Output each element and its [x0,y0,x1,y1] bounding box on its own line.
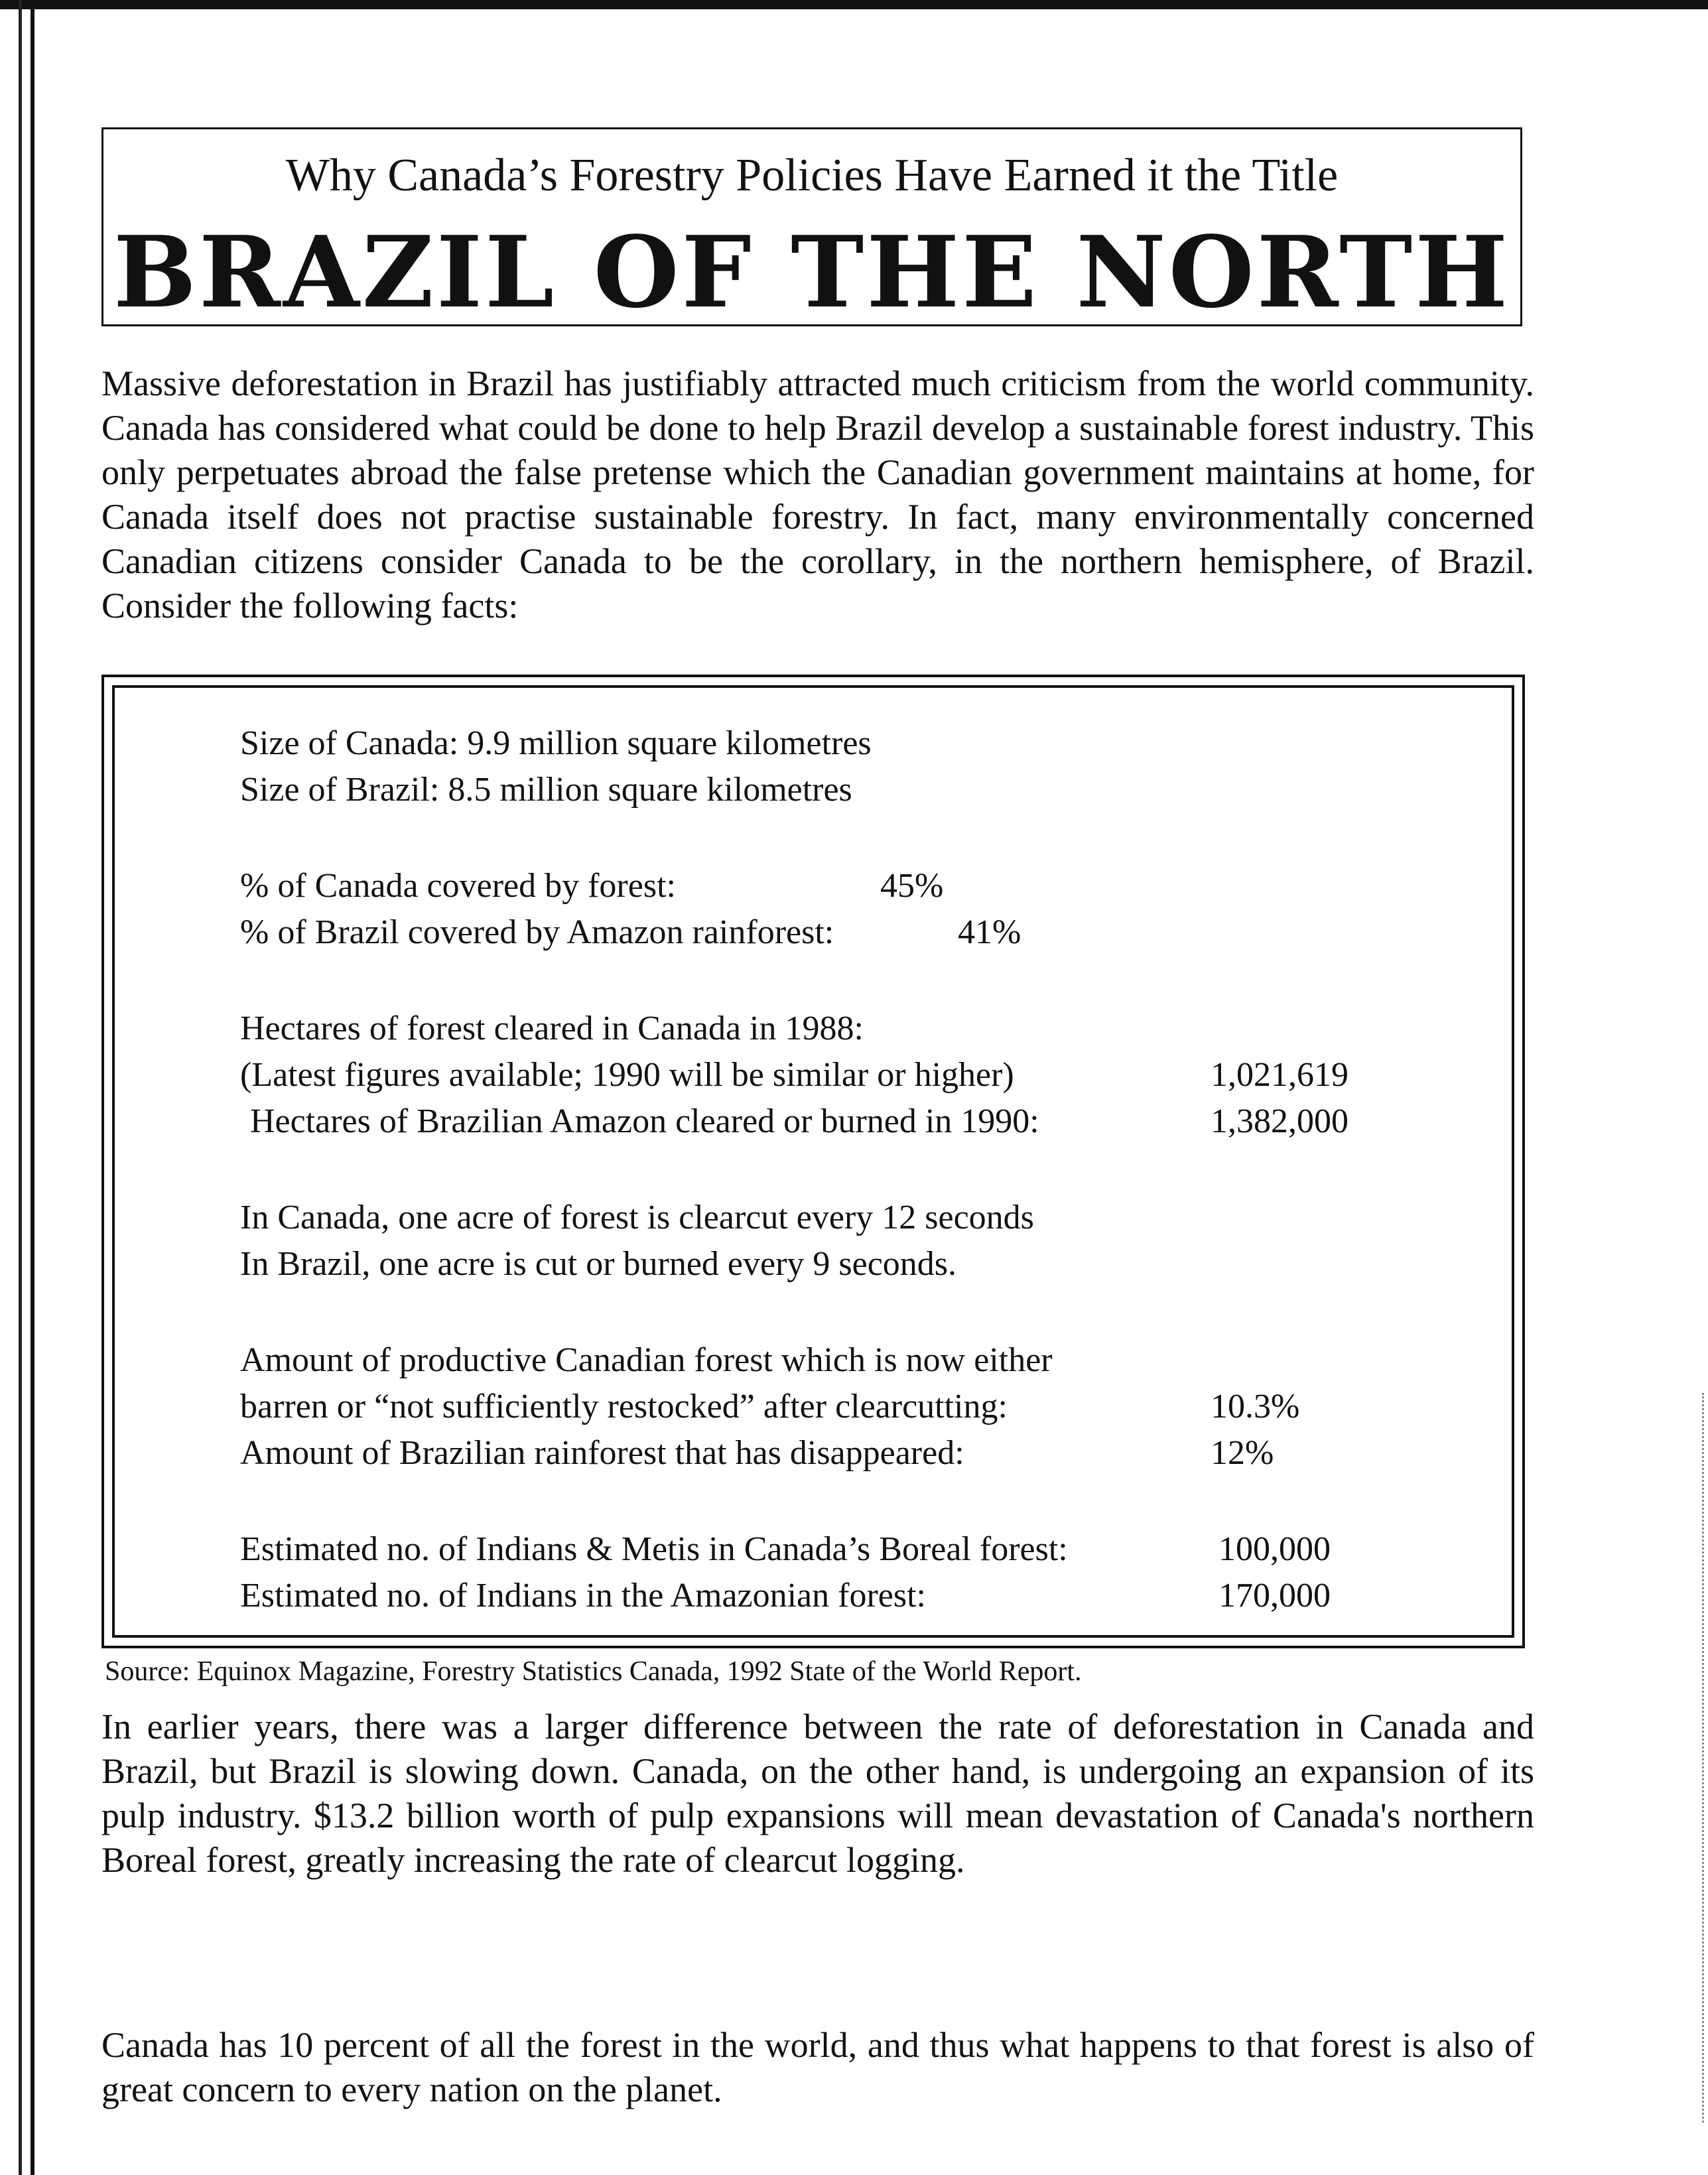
fact-size-brazil: Size of Brazil: 8.5 million square kilometres [240,771,852,809]
scan-edge-top [0,0,1708,9]
fact-indians-canada-label: Estimated no. of Indians & Metis in Canada’s Boreal forest: [240,1530,1068,1568]
title-box [101,127,1522,330]
page-subtitle: Why Canada’s Forestry Policies Have Earned it the Title [285,150,1339,201]
fact-forest-canada-value: 45% [880,867,944,905]
fact-cleared-canada-label-1: Hectares of forest cleared in Canada in 1988: [240,1010,864,1047]
fact-forest-brazil-label: % of Brazil covered by Amazon rainforest: [240,913,834,951]
fact-indians-brazil-label: Estimated no. of Indians in the Amazonian forest: [240,1577,926,1615]
fact-size-canada: Size of Canada: 9.9 million square kilometres [240,724,872,762]
fact-rate-canada: In Canada, one acre of forest is clearcut every 12 seconds [240,1199,1034,1236]
fact-indians-brazil-value: 170,000 [1218,1577,1331,1615]
fact-barren-label-1: Amount of productive Canadian forest which is now either [240,1341,1053,1379]
intro-paragraph: Massive deforestation in Brazil has justifiably attracted much criticism from the world community. Canada has considered what could be done to help Brazil develop a sustainable forest industry. This only perpetuates abroad the false pretense which the Canadian government maintains at home, for Canada itself does not practise sustainable forestry. In fact, many environmentally concerned Canadian citizens consider Canada to be the corollary, in the northern hemisphere, of Brazil. Consider the following facts: [101,363,1534,626]
fact-indians-canada-value: 100,000 [1218,1530,1331,1568]
page-title: BRAZIL OF THE NORTH [113,214,1511,330]
closing-paragraph-2: Canada has 10 percent of all the forest in the world, and thus what happens to that forest is also of great concern to every nation on the planet. [101,2025,1534,2109]
scan-edge-left [19,0,22,2175]
fact-cleared-brazil-value: 1,382,000 [1211,1102,1348,1140]
facts-box [101,675,1525,1648]
source-note: Source: Equinox Magazine, Forestry Statistics Canada, 1992 State of the World Report. [105,1656,1082,1687]
facts-box-inner-border [112,685,1514,1638]
fact-forest-canada-label: % of Canada covered by forest: [240,867,676,905]
fact-rate-brazil: In Brazil, one acre is cut or burned every 9 seconds. [240,1245,957,1283]
fact-cleared-canada-value: 1,021,619 [1211,1056,1348,1094]
fact-disappeared-label: Amount of Brazilian rainforest that has disappeared: [240,1434,964,1472]
fact-barren-label-2: barren or “not sufficiently restocked” after clearcutting: [240,1388,1008,1425]
fact-cleared-canada-label-2: (Latest figures available; 1990 will be similar or higher) [240,1056,1014,1094]
fact-barren-value: 10.3% [1211,1388,1300,1425]
scan-edge-left-inner [31,0,34,2175]
fact-forest-brazil-value: 41% [958,913,1021,951]
scan-edge-right [1701,1393,1704,2123]
fact-disappeared-value: 12% [1211,1434,1274,1472]
fact-cleared-brazil-label: Hectares of Brazilian Amazon cleared or burned in 1990: [250,1102,1039,1140]
closing-paragraph-1: In earlier years, there was a larger difference between the rate of deforestation in Canada and Brazil, but Brazil is slowing down. Canada, on the other hand, is undergoing an expansion of its pulp industry. $13.2 billion worth of pulp expansions will mean devastation of Canada's northern Boreal forest, greatly increasing the rate of clearcut logging. [101,1707,1534,1880]
